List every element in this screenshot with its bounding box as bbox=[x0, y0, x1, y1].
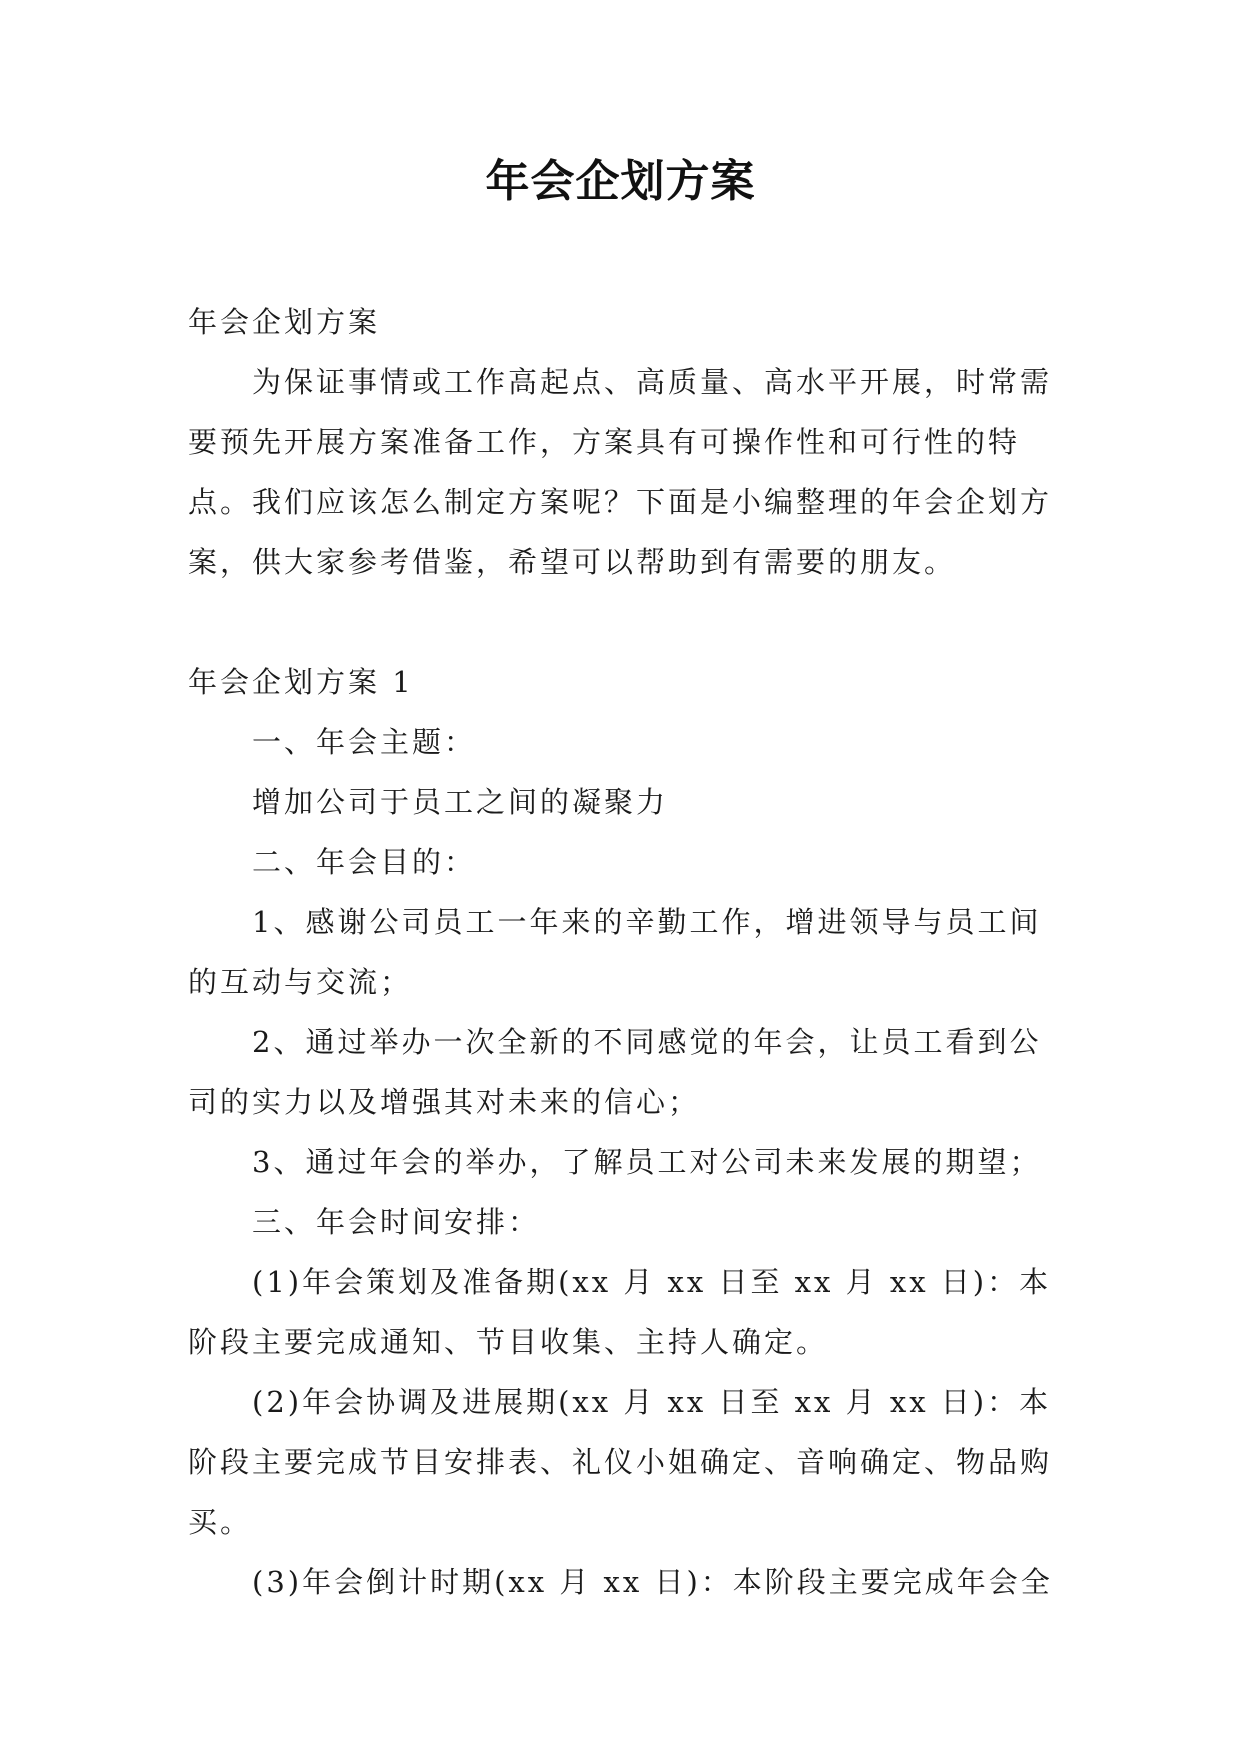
time-item-1: (1)年会策划及准备期(xx 月 xx 日至 xx 月 xx 日)：本阶段主要完成通知、节目收集、主持人确定。 bbox=[188, 1265, 1052, 1359]
intro-paragraph: 为保证事情或工作高起点、高质量、高水平开展，时常需要预先开展方案准备工作，方案具有可操作性和可行性的特点。我们应该怎么制定方案呢？下面是小编整理的年会企划方案，供大家参考借鉴，希望可以帮助到有需要的朋友。 bbox=[188, 365, 1053, 579]
goal-item-1: 1、感谢公司员工一年来的辛勤工作，增进领导与员工间的互动与交流； bbox=[188, 905, 1042, 999]
theme-text: 增加公司于员工之间的凝聚力 bbox=[252, 785, 669, 819]
document-body bbox=[188, 292, 1058, 1612]
section-heading: 年会企划方案 bbox=[188, 305, 381, 339]
goal-heading: 二、年会目的： bbox=[252, 845, 477, 879]
section-title: 年会企划方案 1 bbox=[188, 665, 414, 699]
goal-item-2: 2、通过举办一次全新的不同感觉的年会，让员工看到公司的实力以及增强其对未来的信心； bbox=[188, 1025, 1042, 1119]
theme-heading: 一、年会主题： bbox=[252, 725, 477, 759]
time-item-3: (3)年会倒计时期(xx 月 xx 日)：本阶段主要完成年会全 bbox=[252, 1565, 1053, 1599]
document-title: 年会企划方案 bbox=[485, 156, 756, 207]
time-item-2: (2)年会协调及进展期(xx 月 xx 日至 xx 月 xx 日)：本阶段主要完成节目安排表、礼仪小姐确定、音响确定、物品购买。 bbox=[188, 1385, 1053, 1539]
time-heading: 三、年会时间安排： bbox=[252, 1205, 541, 1239]
goal-item-3: 3、通过年会的举办，了解员工对公司未来发展的期望； bbox=[252, 1145, 1042, 1179]
paragraph-gap bbox=[188, 592, 1058, 652]
